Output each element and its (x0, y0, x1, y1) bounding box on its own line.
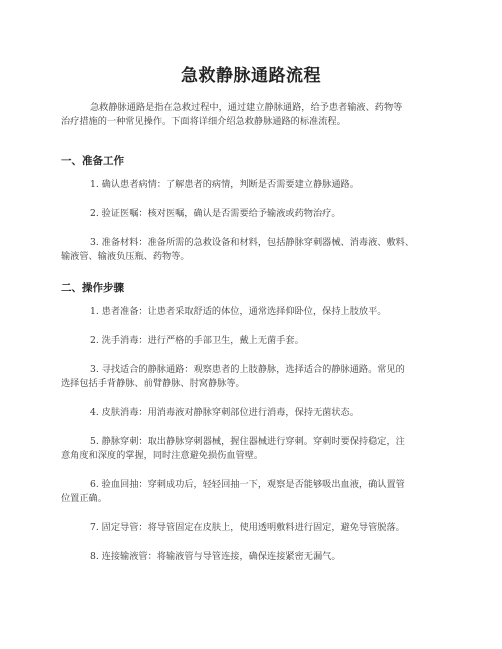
list-item (61, 363, 405, 391)
list-item (90, 207, 341, 221)
list-item (90, 305, 387, 319)
intro-line-1: 急救静脉通路是指在急救过程中，通过建立静脉通路，给予患者输液、药物等 (90, 102, 403, 113)
list-item-line: 3. 寻找适合的静脉通路：观察患者的上肢静脉，选择适合的静脉通路。常见的 (90, 364, 405, 375)
section-heading-preparation: 一、准备工作 (61, 155, 124, 167)
list-item-line: 输液管、输液负压瓶、药物等。 (61, 251, 190, 262)
list-item-line: 意角度和深度的掌握，同时注意避免损伤血管壁。 (61, 450, 264, 461)
list-item (90, 521, 405, 535)
list-item (61, 478, 405, 506)
list-item (90, 550, 341, 564)
list-item-line: 位置正确。 (61, 493, 107, 504)
list-item-line: 6. 验血回抽：穿刺成功后，轻轻回抽一下，观察是否能够吸出血液，确认置管 (90, 479, 405, 490)
intro-line-2: 治疗措施的一种常见操作。下面将详细介绍急救静脉通路的标准流程。 (61, 116, 346, 127)
list-item-line: 2. 验证医嘱：核对医嘱，确认是否需要给予输液或药物治疗。 (90, 208, 341, 219)
list-item-line: 4. 皮肤消毒：用消毒液对静脉穿刺部位进行消毒，保持无菌状态。 (90, 407, 359, 418)
list-item-line: 1. 患者准备：让患者采取舒适的体位，通常选择仰卧位，保持上肢放平。 (90, 306, 387, 317)
list-item-line: 选择包括手背静脉、前臂静脉、肘窝静脉等。 (61, 378, 245, 389)
document-title: 急救静脉通路流程 (181, 66, 321, 86)
list-item (61, 435, 405, 463)
list-item-line: 8. 连接输液管：将输液管与导管连接，确保连接紧密无漏气。 (90, 551, 341, 562)
list-item (90, 178, 359, 192)
list-item-line: 3. 准备材料：准备所需的急救设备和材料，包括静脉穿刺器械、消毒液、敷料、 (90, 237, 415, 248)
list-item-line: 2. 洗手消毒：进行严格的手部卫生，戴上无菌手套。 (90, 335, 304, 346)
list-item (61, 236, 415, 264)
list-item (90, 334, 304, 348)
intro-paragraph (61, 101, 403, 129)
list-item-line: 7. 固定导管：将导管固定在皮肤上，使用透明敷料进行固定，避免导管脱落。 (90, 522, 405, 533)
section-heading-steps: 二、操作步骤 (61, 282, 124, 294)
list-item-line: 1. 确认患者病情：了解患者的病情，判断是否需要建立静脉通路。 (90, 179, 359, 190)
list-item (90, 406, 359, 420)
list-item-line: 5. 静脉穿刺：取出静脉穿刺器械，握住器械进行穿刺。穿刺时要保持稳定，注 (90, 436, 405, 447)
